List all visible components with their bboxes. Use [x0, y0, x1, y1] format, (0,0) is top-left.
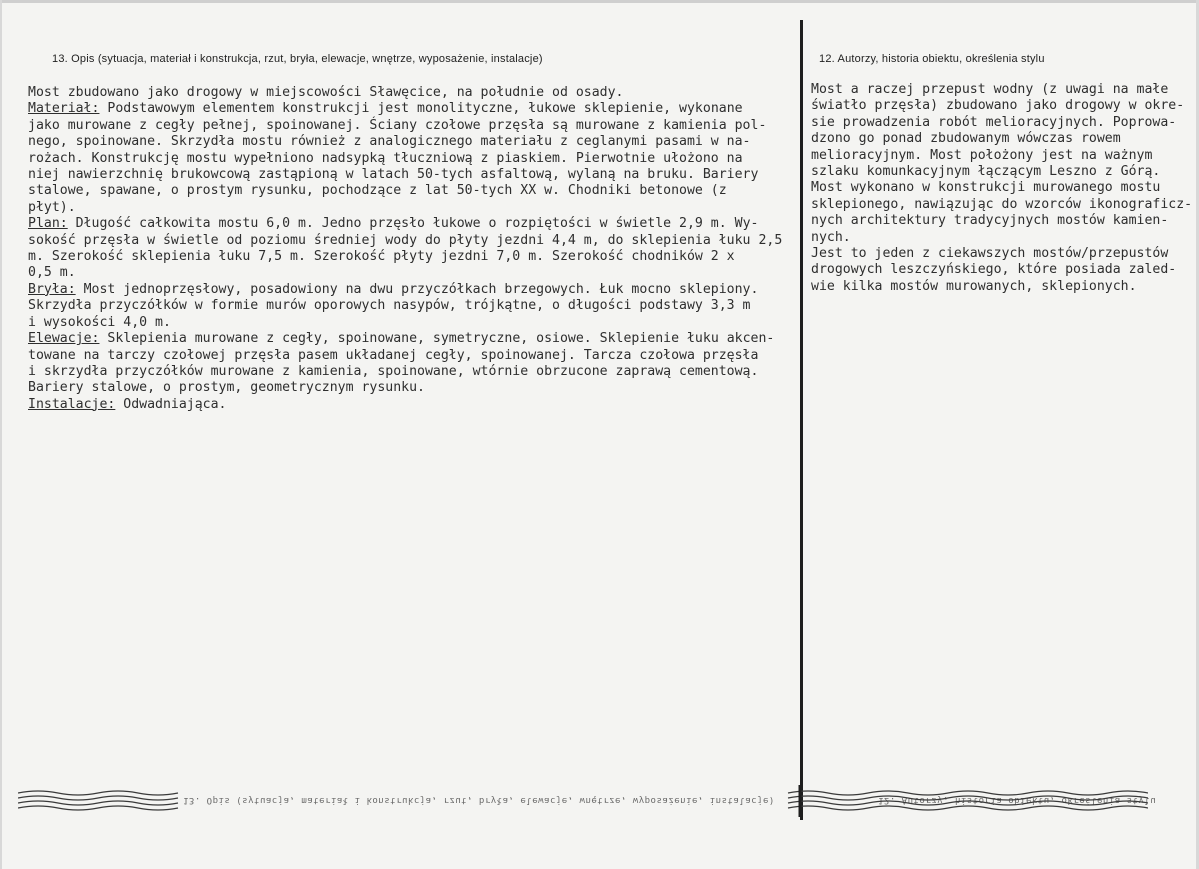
- section-13-heading: 13. Opis (sytuacja, materiał i konstrukcja, rzut, bryła, elewacje, wnętrze, wyposażenie, instalacje): [52, 53, 543, 65]
- mirrored-heading-12: 12. Autorzy, historia obiektu, określenia stylu: [878, 795, 1157, 805]
- column-divider: [800, 20, 803, 820]
- bryla-label: Bryła:: [28, 281, 76, 297]
- instalacje-label: Instalacje:: [28, 396, 116, 412]
- plan-line: [28, 216, 798, 232]
- history-line: nych architektury tradycyjnych mostów kamien-: [811, 213, 1169, 229]
- history-line: szlaku komunkacyjnym łączącym Leszno z Górą.: [811, 164, 1161, 180]
- history-line: Jest to jeden z ciekawszych mostów/przepustów: [811, 246, 1169, 262]
- bryla-line: i wysokości 4,0 m.: [28, 314, 171, 330]
- history-line: Most wykonano w konstrukcji murowanego mostu: [811, 180, 1161, 196]
- elewacje-line: i skrzydła przyczółków murowane z kamienia, spoinowane, wtórnie obrzucone zaprawą cementową.: [28, 363, 759, 379]
- scan-edge-top: [0, 0, 1199, 3]
- history-line: melioracyjnym. Most położony jest na ważnym: [811, 147, 1153, 163]
- material-text: Podstawowym elementem konstrukcji jest monolityczne, łukowe sklepienie, wykonane: [99, 101, 743, 117]
- elewacje-line: towane na tarczy czołowej przęsła pasem układanej cegły, spoinowanej. Tarcza czołowa przęsła: [28, 347, 759, 363]
- elewacje-text: Sklepienia murowane z cegły, spoinowane, symetryczne, osiowe. Sklepienie łuku akcen-: [99, 331, 775, 347]
- bryla-line: Skrzydła przyczółków w formie murów oporowych nasypów, trójkątne, o długości podstawy 3,3 m: [28, 298, 751, 314]
- history-line: sklepionego, nawiązując do wzorców ikonograficz-: [811, 196, 1193, 212]
- elewacje-line: [28, 331, 798, 347]
- material-line: płyt).: [28, 199, 76, 215]
- material-line: niej nawierzchnię brukowcową zastąpioną w latach 50-tych asfaltową, wylaną na bruku. Bariery: [28, 167, 759, 183]
- plan-line: m. Szerokość sklepienia łuku 7,5 m. Szerokość płyty jezdni 7,0 m. Szerokość chodników 2 x: [28, 249, 735, 265]
- material-line: stalowe, spawane, o prostym rysunku, pochodzące z lat 50-tych XX w. Chodniki betonowe (z: [28, 183, 727, 199]
- intro-line: Most zbudowano jako drogowy w miejscowości Sławęcice, na południe od osady.: [28, 85, 624, 100]
- plan-label: Plan:: [28, 216, 68, 232]
- history-line: wie kilka mostów murowanych, sklepionych.: [811, 278, 1137, 294]
- material-line: [28, 101, 798, 117]
- bryla-text: Most jednoprzęsłowy, posadowiony na dwu przyczółkach brzegowych. Łuk mocno sklepiony.: [75, 281, 759, 297]
- section-12-body: [811, 82, 1193, 295]
- plan-line: 0,5 m.: [28, 265, 76, 281]
- elewacje-line: Bariery stalowe, o prostym, geometrycznym rysunku.: [28, 380, 425, 396]
- bryla-line: [28, 282, 798, 298]
- material-label: Materiał:: [28, 101, 100, 117]
- mirrored-heading-13: 13. Opis (sytuacja, materiał i konstrukcja, rzut, bryła, elewacje, wnętrze, wyposażenie, instalacje): [183, 795, 775, 805]
- material-line: rożach. Konstrukcję mostu wypełniono nadsypką tłuczniową z piaskiem. Pierwotnie ułożono na: [28, 150, 743, 166]
- history-line: drogowych leszczyńskiego, które posiada zaled-: [811, 262, 1177, 278]
- history-line: sie prowadzenia robót melioracyjnych. Poprowa-: [811, 114, 1177, 130]
- bleed-through-band: [18, 785, 1157, 817]
- elewacje-label: Elewacje:: [28, 331, 100, 347]
- section-12-heading: 12. Autorzy, historia obiektu, określenia stylu: [819, 53, 1045, 65]
- history-line: nych.: [811, 229, 851, 245]
- plan-text: Długość całkowita mostu 6,0 m. Jedno przęsło łukowe o rozpiętości w świetle 2,9 m. Wy-: [67, 216, 759, 232]
- material-line: nego, spoinowane. Skrzydła mostu również z analogicznego materiału z ceglanymi pasami w na-: [28, 134, 751, 150]
- history-line: dzono go ponad zbudowanym wówczas rowem: [811, 131, 1121, 147]
- scan-edge-left: [0, 0, 2, 869]
- history-line: światło przęsła) zbudowano jako drogowy w okre-: [811, 98, 1185, 114]
- plan-line: sokość przęsła w świetle od poziomu średniej wody do płyty jezdni 4,4 m, do sklepienia łuku 2,5: [28, 232, 783, 248]
- instalacje-line: [28, 397, 798, 413]
- material-line: jako murowane z cegły pełnej, spoinowanej. Ściany czołowe przęsła są murowane z kamienia pol-: [28, 117, 767, 133]
- history-line: Most a raczej przepust wodny (z uwagi na małe: [811, 82, 1169, 97]
- section-13-body: [28, 85, 798, 413]
- instalacje-text: Odwadniająca.: [115, 396, 227, 412]
